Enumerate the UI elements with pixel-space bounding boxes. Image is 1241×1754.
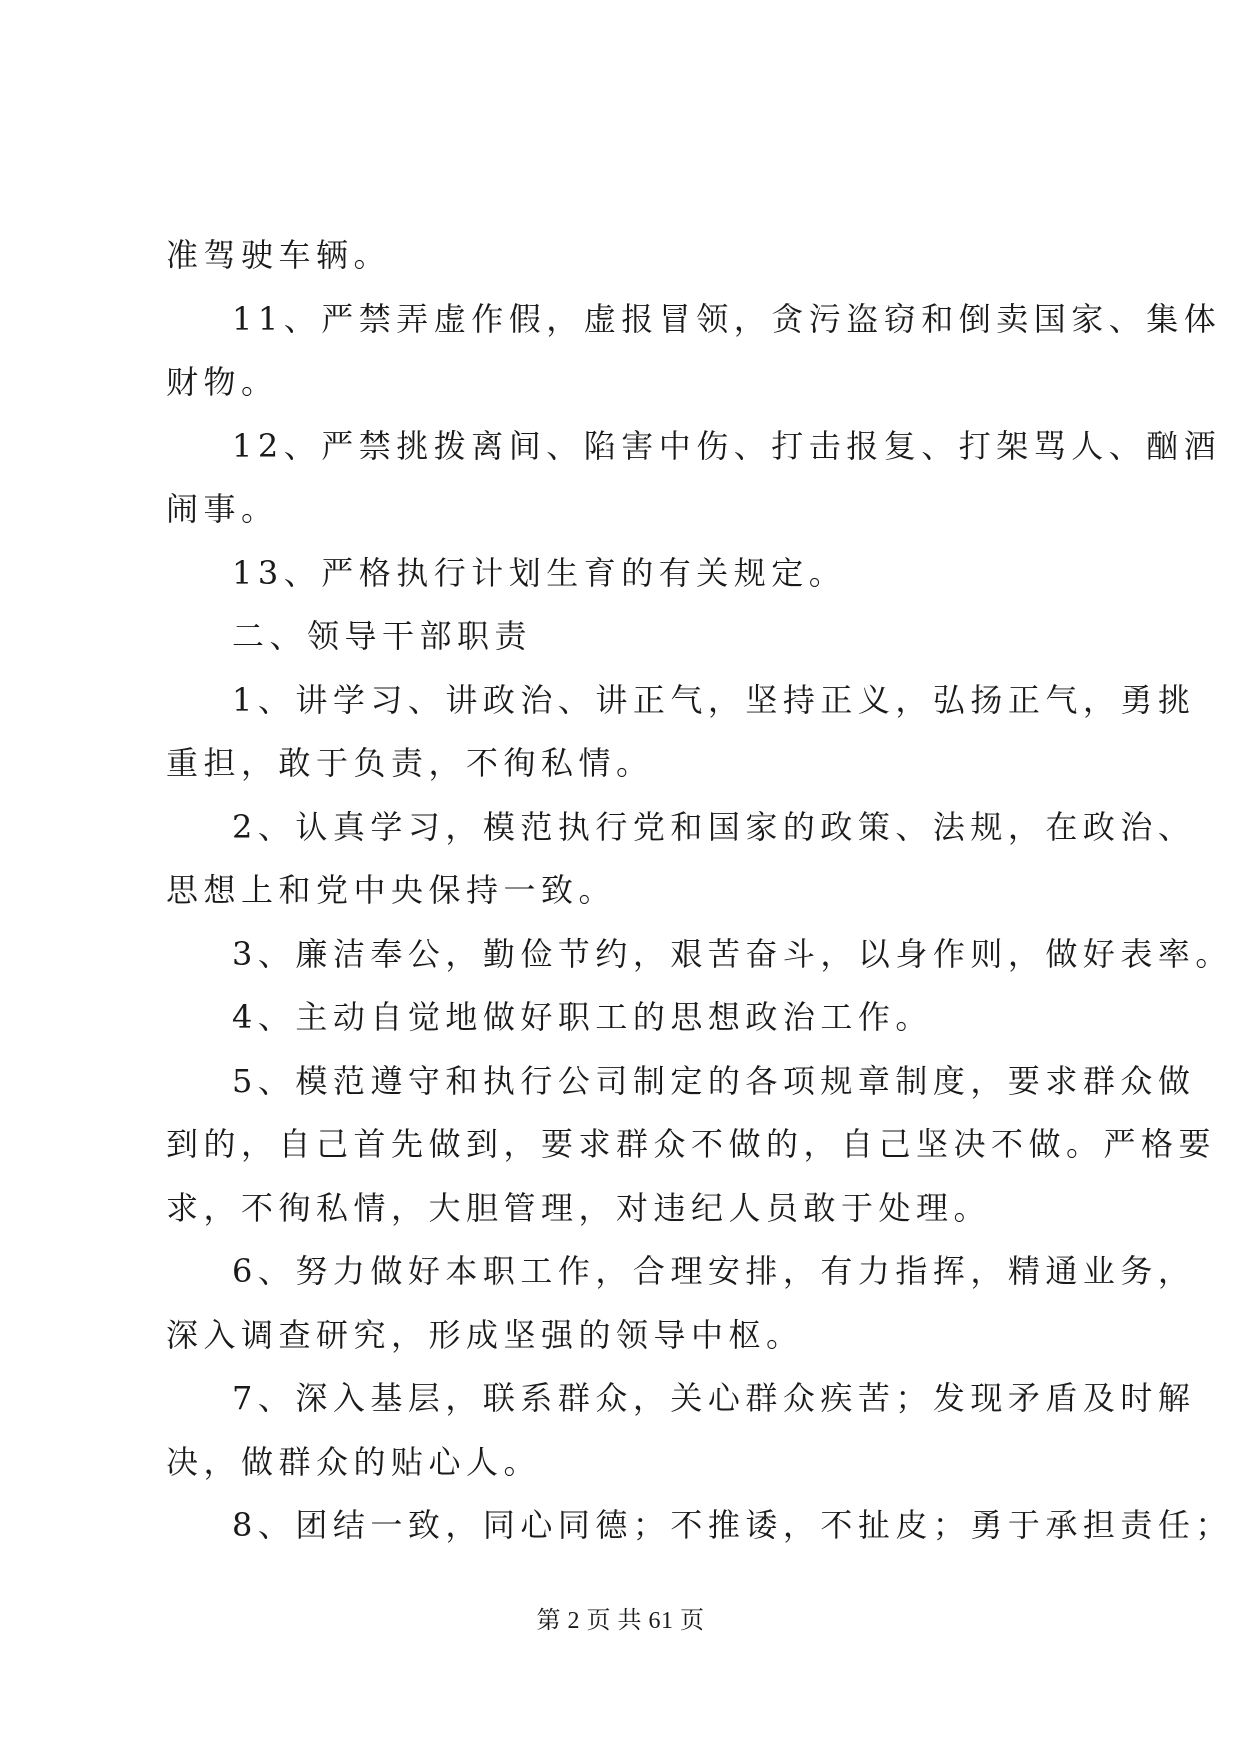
text-line: 1、讲学习、讲政治、讲正气，坚持正义，弘扬正气，勇挑: [232, 680, 1196, 719]
text-line: 13、严格执行计划生育的有关规定。: [232, 553, 847, 592]
document-body: [166, 224, 1233, 1558]
text-line: 3、廉洁奉公，勤俭节约，艰苦奋斗，以身作则，做好表率。: [232, 934, 1233, 973]
text-line: 闹事。: [166, 490, 279, 528]
text-line: 到的，自己首先做到，要求群众不做的，自己坚决不做。严格要: [166, 1125, 1217, 1163]
page-number-footer: 第 2 页 共 61 页: [536, 1608, 705, 1634]
text-line: 12、严禁挑拨离间、陷害中伤、打击报复、打架骂人、酗酒: [232, 426, 1222, 465]
text-line: 11、严禁弄虚作假，虚报冒领，贪污盗窃和倒卖国家、集体: [232, 299, 1222, 338]
text-line: 求，不徇私情，大胆管理，对违纪人员敢于处理。: [166, 1188, 992, 1227]
text-line: 2、认真学习，模范执行党和国家的政策、法规，在政治、: [232, 807, 1196, 846]
text-line: 重担，敢于负责，不徇私情。: [166, 744, 654, 782]
text-line: 决，做群众的贴心人。: [166, 1442, 542, 1481]
text-line: 8、团结一致，同心同德；不推诿，不扯皮；勇于承担责任；: [232, 1506, 1233, 1544]
text-line: 6、努力做好本职工作，合理安排，有力指挥，精通业务，: [232, 1252, 1196, 1290]
section-heading: 二、领导干部职责: [232, 617, 533, 655]
text-line: 4、主动自觉地做好职工的思想政治工作。: [232, 998, 933, 1036]
text-line: 7、深入基层，联系群众，关心群众疾苦；发现矛盾及时解: [232, 1379, 1196, 1417]
text-line: 财物。: [166, 363, 279, 401]
text-line: 深入调查研究，形成坚强的领导中枢。: [166, 1315, 804, 1354]
text-line: 准驾驶车辆。: [166, 236, 392, 274]
text-line: 思想上和党中央保持一致。: [166, 871, 617, 909]
text-line: 5、模范遵守和执行公司制定的各项规章制度，要求群众做: [232, 1061, 1196, 1100]
